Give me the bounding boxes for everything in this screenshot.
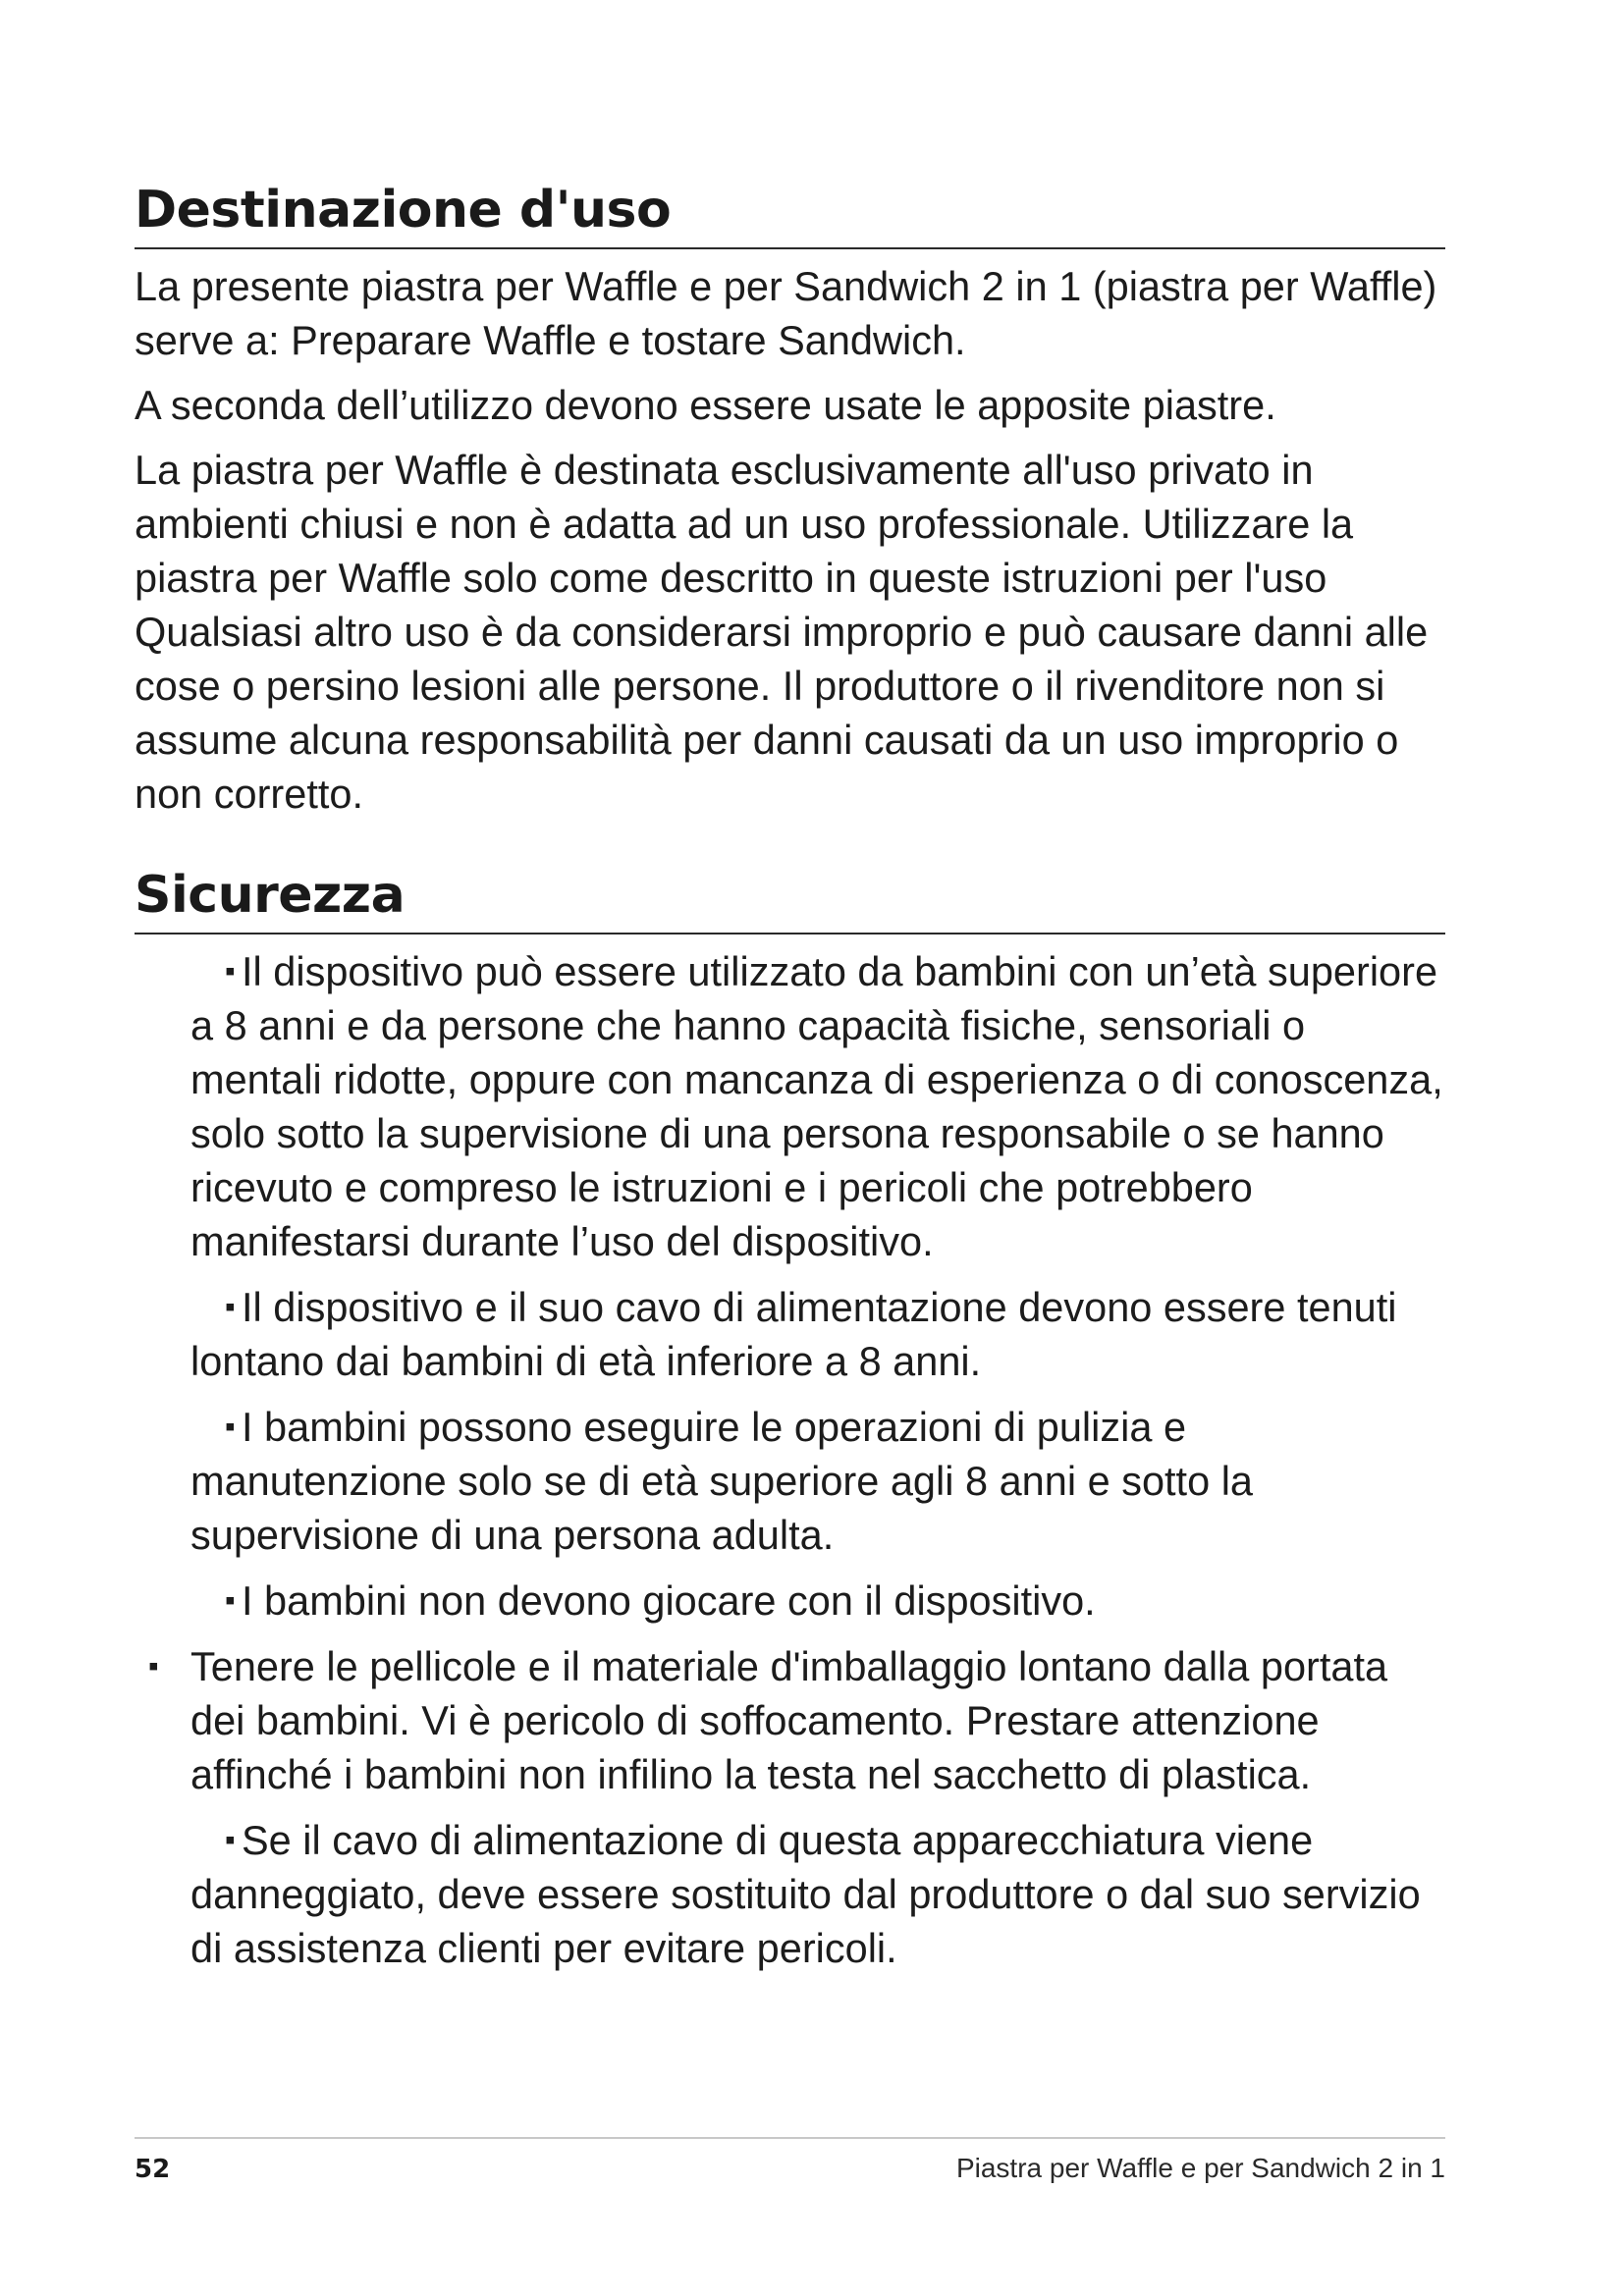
list-item-text: Il dispositivo può essere utilizzato da bambini con un’età superiore a 8 anni e da persone che hanno capacità fisiche, sensoriali o mentali ridotte, oppure con mancanza di esperienza o di conoscenza, solo sotto la supervisione di una persona responsabile o se hanno ricevuto e compreso le istruzioni e i pericoli che potrebbero manifestarsi durante l’uso del dispositivo. (190, 948, 1443, 1264)
list-item-text: Tenere le pellicole e il materiale d'imballaggio lontano dalla portata dei bambini. Vi è pericolo di soffocamento. Prestare attenzione affinché i bambini non infilino la testa nel sacchetto di plastica. (190, 1643, 1388, 1797)
safety-bullet-list (135, 944, 1445, 1975)
list-item (135, 1574, 1445, 1628)
paragraph: La piastra per Waffle è destinata esclusivamente all'uso privato in ambienti chiusi e non è adatta ad un uso professionale. Utilizzare la piastra per Waffle solo come descritto in queste istruzioni per l'uso Qualsiasi altro uso è da considerarsi improprio e può causare danni alle cose o persino lesioni alle persone. Il produttore o il rivenditore non si assume alcuna responsabilità per danni causati da un uso improprio o non corretto. (135, 447, 1429, 817)
list-item-text: I bambini non devono giocare con il dispositivo. (242, 1577, 1096, 1624)
section-intended-use (135, 175, 1445, 821)
footer-title: Piastra per Waffle e per Sandwich 2 in 1 (955, 2153, 1445, 2183)
list-item (135, 1813, 1445, 1975)
bullet-icon: ▪ (225, 1291, 236, 1323)
page-footer (135, 2137, 1445, 2184)
list-item (135, 1639, 1445, 1801)
page-content (135, 175, 1445, 2014)
list-item-text: I bambini possono eseguire le operazioni di pulizia e manutenzione solo se di età superiore agli 8 anni e sotto la supervisione di una persona adulta. (190, 1404, 1253, 1558)
bullet-icon: ▪ (225, 1411, 236, 1443)
section-body-intended-use (135, 259, 1445, 821)
paragraph: La presente piastra per Waffle e per Sandwich 2 in 1 (piastra per Waffle) serve a: Preparare Waffle e tostare Sandwich. (135, 263, 1437, 363)
bullet-icon: ▪ (225, 1824, 236, 1856)
section-title-intended-use: Destinazione d'uso (135, 175, 1445, 249)
bullet-icon: ▪ (148, 1650, 159, 1682)
bullet-icon: ▪ (225, 1584, 236, 1617)
list-item (135, 944, 1445, 1268)
page-number: 52 (135, 2155, 171, 2184)
bullet-icon: ▪ (225, 955, 236, 988)
list-item (135, 1400, 1445, 1562)
list-item-text: Se il cavo di alimentazione di questa apparecchiatura viene danneggiato, deve essere sostituito dal produttore o dal suo servizio di assistenza clienti per evitare pericoli. (190, 1817, 1421, 1971)
list-item (135, 1280, 1445, 1388)
section-title-safety: Sicurezza (135, 860, 1445, 934)
section-safety (135, 860, 1445, 1975)
list-item-text: Il dispositivo e il suo cavo di alimentazione devono essere tenuti lontano dai bambini di età inferiore a 8 anni. (190, 1284, 1397, 1384)
paragraph: A seconda dell’utilizzo devono essere usate le apposite piastre. (135, 382, 1276, 428)
